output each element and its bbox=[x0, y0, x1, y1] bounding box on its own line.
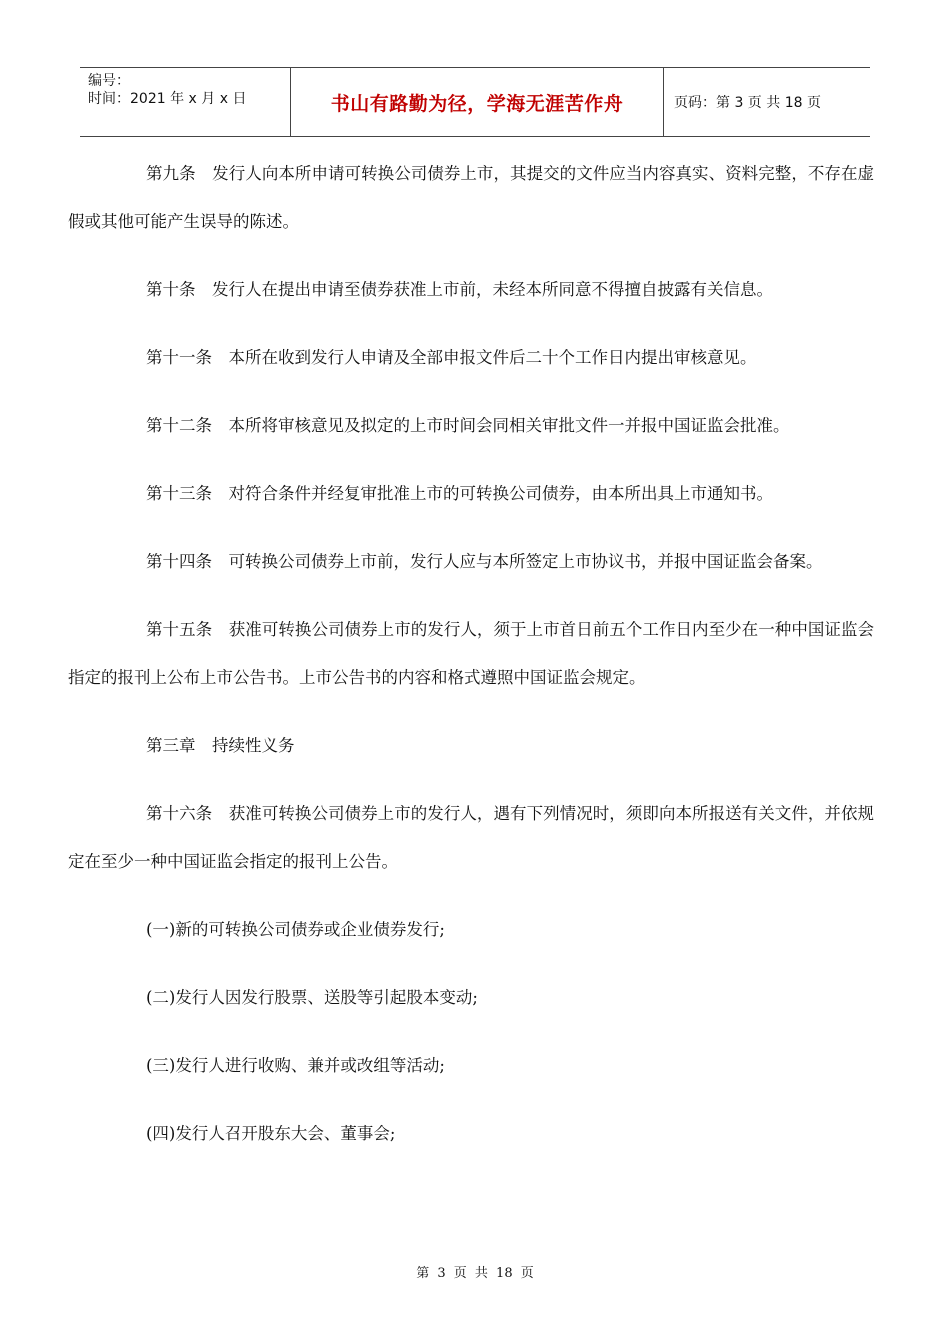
date-label: 时间：2021 年 x 月 x 日 bbox=[88, 91, 247, 107]
article-10: 第十条 发行人在提出申请至债券获准上市前，未经本所同意不得擅自披露有关信息。 bbox=[146, 280, 773, 299]
header-meta bbox=[80, 68, 291, 136]
chapter-3-heading: 第三章 持续性义务 bbox=[146, 736, 295, 755]
article-9: 第九条 发行人向本所申请可转换公司债券上市，其提交的文件应当内容真实、资料完整，不存在虚假或其他可能产生误导的陈述。 bbox=[68, 164, 874, 231]
list-item-1: (一)新的可转换公司债券或企业债券发行; bbox=[146, 920, 445, 939]
list-item-4: (四)发行人召开股东大会、董事会; bbox=[146, 1124, 396, 1143]
header-page-label: 页码：第 3 页 共 18 页 bbox=[674, 95, 821, 111]
article-11: 第十一条 本所在收到发行人申请及全部申报文件后二十个工作日内提出审核意见。 bbox=[146, 348, 757, 367]
article-12: 第十二条 本所将审核意见及拟定的上市时间会同相关审批文件一并报中国证监会批准。 bbox=[146, 416, 790, 435]
document-body bbox=[68, 150, 874, 1178]
header-motto: 书山有路勤为径，学海无涯苦作舟 bbox=[291, 68, 664, 136]
list-item-2: (二)发行人因发行股票、送股等引起股本变动; bbox=[146, 988, 478, 1007]
article-13: 第十三条 对符合条件并经复审批准上市的可转换公司债券，由本所出具上市通知书。 bbox=[146, 484, 773, 503]
page-header bbox=[80, 67, 870, 137]
list-item-3: (三)发行人进行收购、兼并或改组等活动; bbox=[146, 1056, 445, 1075]
article-15: 第十五条 获准可转换公司债券上市的发行人，须于上市首日前五个工作日内至少在一种中国证监会指定的报刊上公布上市公告书。上市公告书的内容和格式遵照中国证监会规定。 bbox=[68, 620, 874, 687]
article-16: 第十六条 获准可转换公司债券上市的发行人，遇有下列情况时，须即向本所报送有关文件，并依规定在至少一种中国证监会指定的报刊上公告。 bbox=[68, 804, 874, 871]
page-footer: 第 3 页 共 18 页 bbox=[416, 1266, 534, 1281]
article-14: 第十四条 可转换公司债券上市前，发行人应与本所签定上市协议书，并报中国证监会备案。 bbox=[146, 552, 823, 571]
number-label: 编号： bbox=[88, 73, 130, 89]
